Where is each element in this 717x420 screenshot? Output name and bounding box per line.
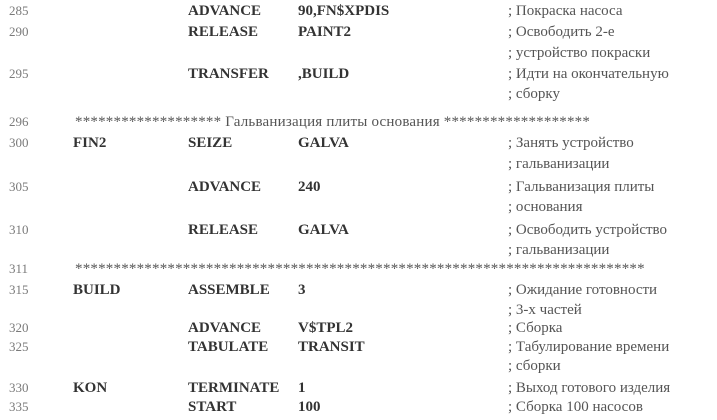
code-line bbox=[0, 338, 717, 356]
block-operand: TRANSIT bbox=[298, 339, 365, 355]
line-comment: ; 3-х частей bbox=[508, 302, 582, 318]
line-number: 330 bbox=[9, 380, 29, 395]
line-comment: ; Сборка 100 насосов bbox=[508, 399, 643, 415]
line-comment: ; сборку bbox=[508, 86, 560, 102]
line-number: 310 bbox=[9, 222, 29, 237]
block-operator: TRANSFER bbox=[188, 66, 269, 82]
block-operand: 90,FN$XPDIS bbox=[298, 3, 390, 19]
block-label: KON bbox=[73, 380, 108, 396]
block-operand: 100 bbox=[298, 399, 321, 415]
block-label: FIN2 bbox=[73, 135, 107, 151]
code-line bbox=[0, 398, 717, 416]
code-line bbox=[0, 23, 717, 41]
block-operator: ADVANCE bbox=[188, 3, 262, 19]
line-number: 335 bbox=[9, 399, 29, 414]
block-operator: SEIZE bbox=[188, 135, 233, 151]
line-number: 315 bbox=[9, 282, 29, 297]
line-number: 300 bbox=[9, 135, 29, 150]
line-comment: ; Табулирование времени bbox=[508, 339, 670, 355]
block-operand: 3 bbox=[298, 282, 306, 298]
line-comment: ; Выход готового изделия bbox=[508, 380, 671, 396]
section-banner: ******************* Гальванизация плиты основания ******************* bbox=[75, 114, 591, 130]
line-number: 285 bbox=[9, 3, 29, 18]
section-banner-line bbox=[0, 113, 717, 131]
line-number: 305 bbox=[9, 179, 29, 194]
code-line bbox=[0, 2, 717, 20]
line-number: 290 bbox=[9, 24, 29, 39]
line-comment: ; Покраска насоса bbox=[508, 3, 623, 19]
code-line bbox=[0, 319, 717, 337]
line-comment: ; Освободить 2-е bbox=[508, 24, 615, 40]
code-line bbox=[0, 221, 717, 239]
line-comment: ; Сборка bbox=[508, 320, 563, 336]
line-comment: ; сборки bbox=[508, 358, 561, 374]
line-comment: ; гальванизации bbox=[508, 242, 610, 258]
line-number: 296 bbox=[9, 114, 29, 129]
block-operand: 1 bbox=[298, 380, 306, 396]
block-operand: ,BUILD bbox=[298, 66, 350, 82]
code-line bbox=[0, 301, 717, 319]
line-comment: ; Гальванизация плиты bbox=[508, 179, 655, 195]
block-operator: TERMINATE bbox=[188, 380, 280, 396]
code-line bbox=[0, 281, 717, 299]
line-comment: ; Занять устройство bbox=[508, 135, 634, 151]
block-operator: ADVANCE bbox=[188, 179, 262, 195]
block-operator: START bbox=[188, 399, 237, 415]
code-line bbox=[0, 44, 717, 62]
line-number: 320 bbox=[9, 320, 29, 335]
code-line bbox=[0, 134, 717, 152]
block-operator: ADVANCE bbox=[188, 320, 262, 336]
code-line bbox=[0, 357, 717, 375]
code-line bbox=[0, 85, 717, 103]
line-comment: ; основания bbox=[508, 199, 583, 215]
block-operator: ASSEMBLE bbox=[188, 282, 270, 298]
line-number: 325 bbox=[9, 339, 29, 354]
block-operand: GALVA bbox=[298, 135, 349, 151]
separator-banner: ************************************************************************** bbox=[75, 261, 645, 277]
code-line bbox=[0, 198, 717, 216]
block-operand: V$TPL2 bbox=[298, 320, 354, 336]
block-operand: GALVA bbox=[298, 222, 349, 238]
block-operator: TABULATE bbox=[188, 339, 269, 355]
line-comment: ; Идти на окончательную bbox=[508, 66, 669, 82]
line-comment: ; гальванизации bbox=[508, 156, 610, 172]
block-operator: RELEASE bbox=[188, 222, 259, 238]
line-comment: ; Освободить устройство bbox=[508, 222, 668, 238]
line-comment: ; Ожидание готовности bbox=[508, 282, 658, 298]
block-label: BUILD bbox=[73, 282, 121, 298]
separator-banner-line bbox=[0, 260, 717, 278]
code-line bbox=[0, 241, 717, 259]
block-operator: RELEASE bbox=[188, 24, 259, 40]
code-line bbox=[0, 379, 717, 397]
block-operand: PAINT2 bbox=[298, 24, 352, 40]
code-line bbox=[0, 65, 717, 83]
line-comment: ; устройство покраски bbox=[508, 45, 651, 61]
line-number: 295 bbox=[9, 66, 29, 81]
line-number: 311 bbox=[9, 261, 29, 276]
code-line bbox=[0, 178, 717, 196]
code-line bbox=[0, 155, 717, 173]
block-operand: 240 bbox=[298, 179, 321, 195]
